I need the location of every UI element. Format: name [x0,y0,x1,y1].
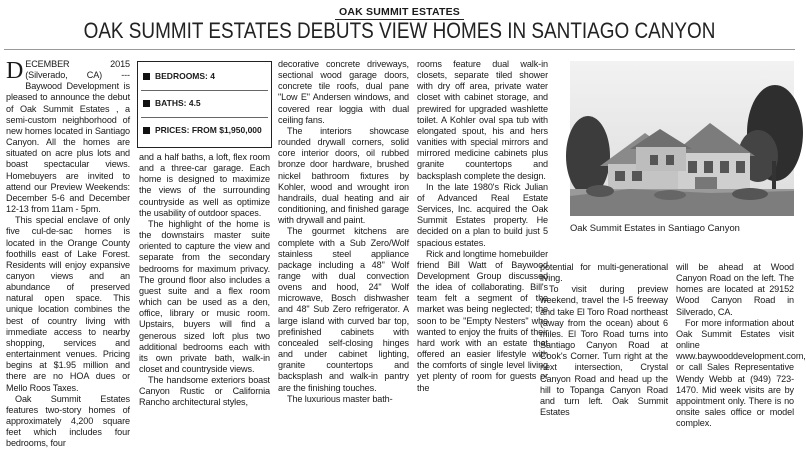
bullet-square-icon [143,73,150,80]
article-paragraph: This special enclave of only five cul-de-sac homes is located in the Orange County foothills east of Lake Forest. Residents will enjoy expansive canyon views and an abundance of preserved natural open space. This unique location combines the best of country living with immediate access to nearby shopping, services and entertainment venues. Pricing begins at $1.95 million and there are no HOA dues or Mello Roos Taxes. [6,215,130,393]
facts-row-bedrooms [141,66,268,88]
facts-baths: BATHS: 4.5 [155,98,201,108]
article-paragraph: For more information about Oak Summit Estates visit online www.baywooddevelopment.com, or call Sales Representative Wendy Webb at (949) 723-1470. Mid week visits are by appointment only. There is no onsite sales office or model complex. [676,317,806,429]
article-paragraph: Oak Summit Estates features two-story homes of approximately 4,200 square feet which includes four bedrooms, four [6,393,130,449]
article-paragraph: The highlight of the home is the downstairs master suite oriented to capture the view and separate from the secondary bedrooms for maximum privacy. The ground floor also includes a guest suite and a flex room which can be used as a den, office, library or music room. Upstairs, buyers will find a generous sized loft plus two additional bedrooms each with its own private bath, walk-in closet and countryside views. [139,218,270,374]
article-paragraph: The luxurious master bath- [287,393,393,404]
headline-rule [4,49,795,50]
article-paragraph: decorative concrete driveways, sectional wood garage doors, concrete tile roofs, dual pane "Low E" Andersen windows, and covered rear loggia with dual ceiling fans. [278,59,409,125]
facts-bedrooms: BEDROOMS: 4 [155,71,215,81]
bullet-square-icon [143,127,150,134]
home-exterior-photo [570,61,794,216]
article-paragraph: will be ahead at Wood Canyon Road on the left. The homes are located at 29152 Wood Canyon Road in Silverado, CA. [676,262,794,317]
article-headline: OAK SUMMIT ESTATES DEBUTS VIEW HOMES IN SANTIAGO CANYON [83,18,716,43]
facts-divider [141,117,268,118]
facts-prices: PRICES: FROM $1,950,000 [155,125,262,135]
photo-caption: Oak Summit Estates in Santiago Canyon [570,222,740,233]
article-paragraph: potential for multi-generational living. [540,262,668,284]
article-paragraph: The interiors showcase rounded drywall corners, solid core interior doors, oil rubbed bronze door hardware, brushed nickel bathroom fixtures by Kohler, wood and wrought iron handrails, dual heating and air conditioning, and finished garage with drywall and paint. [278,125,409,226]
bullet-square-icon [143,100,150,107]
facts-row-prices [141,120,268,142]
article-paragraph: The gourmet kitchens are complete with a Sub Zero/Wolf stainless steel appliance package including a 48" Wolf range with dual convection ovens and hood, 24" Wolf microwave, Bosch dishwasher and 48" Sub Zero refrigerator. A large island with curved bar top, prefinished cabinets with concealed self-closing hinges and under cabinet lighting, granite countertops and backsplash and walk-in pantry are the finishing touches. [278,226,409,393]
article-column-4 [417,59,548,405]
facts-divider [141,90,268,91]
drop-cap: D [6,58,24,84]
article-paragraph: Rick and longtime homebuilder friend Bill Watt of Baywood Development Group discussed the idea of collaborating. Bill's team felt a segment of the market was being neglected; the soon to be "Empty Nesters" who wanted to enjoy the fruits of their hard work with an estate that offered an easier lifestyle with the comforts of single level living yet plenty of room for guests or the [417,248,548,393]
article-column-5 [540,262,668,418]
article-column-1 [6,58,130,449]
home-facts-box [137,61,272,148]
article-paragraph: and a half baths, a loft, flex room and a three-car garage. Each home is designed to maximize the views of the surrounding countryside as well as optimize the usability of outdoor spaces. [139,152,270,218]
article-paragraph: DECEMBER 2015 (Silverado, CA) --- Baywood Development is pleased to announce the debut of Oak Summit Estates , a semi-custom neighborhood of new homes located in Santiago Canyon. All the homes are situated on acre plus lots and boast spectacular views. Homebuyers are invited to attend our Preview Weekends: December 5-6 and December 12-13 from 11am - 5pm. [6,58,130,215]
article-column-2 [139,152,270,408]
article-paragraph: To visit during preview weekend, travel the I-5 freeway and take El Toro Road northeast (away from the ocean) about 6 miles. El Toro Road turns into Santiago Canyon Road at Cook's Corner. Turn right at the next intersection, Crystal Canyon Road and head up the hill to Topanga Canyon Road and turn left. Oak Summit Estates [540,284,668,418]
section-kicker: OAK SUMMIT ESTATES [0,2,799,20]
facts-row-baths [141,93,268,115]
article-paragraph: In the late 1980's Rick Julian of Advanced Real Estate Services, Inc. acquired the Oak Summit Estates property. He decided on a plan to build just 5 spacious estates. [417,181,548,248]
article-column-6 [676,262,806,429]
article-column-3 [278,59,409,405]
article-paragraph: The handsome exteriors boast Canyon Rustic or California Rancho architectural styles, [139,375,270,408]
article-paragraph: rooms feature dual walk-in closets, separate tiled shower with dry off area, private water closet with cabinet storage, and prewired for upgraded washlette toilet. A Kohler oval spa tub with elongated spout, his and hers vanities with special mirrors and mirrored medicine cabinets plus granite countertops and backsplash complete the design. [417,59,548,181]
